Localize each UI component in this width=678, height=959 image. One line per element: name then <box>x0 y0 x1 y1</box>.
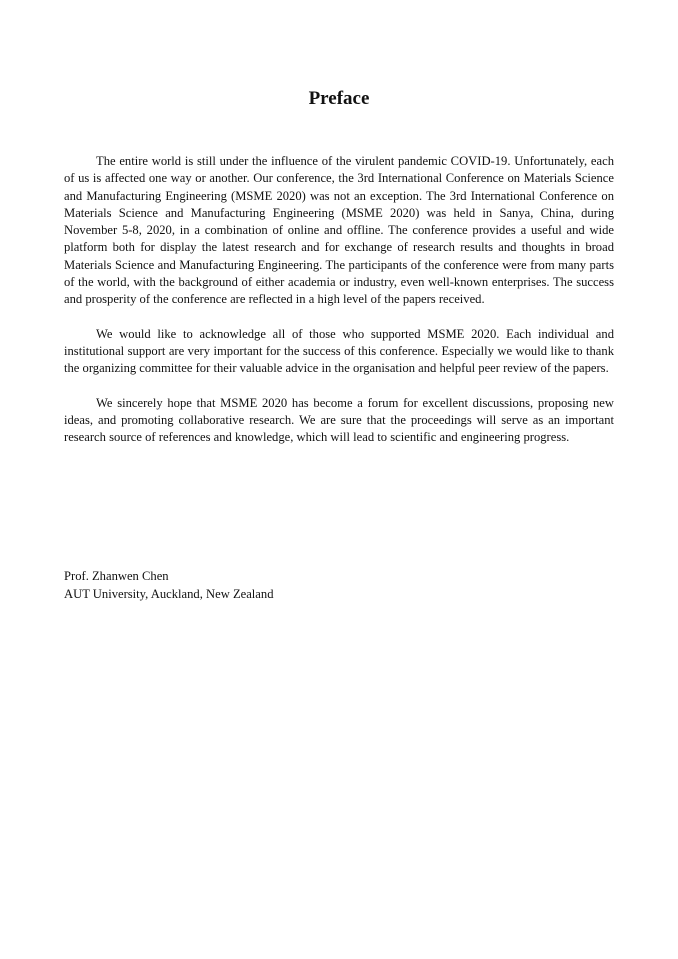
preface-body <box>64 153 614 463</box>
signature-block <box>64 567 614 603</box>
signature-affiliation: AUT University, Auckland, New Zealand <box>64 587 274 601</box>
signature-name: Prof. Zhanwen Chen <box>64 569 169 583</box>
page-title: Preface <box>308 88 370 109</box>
paragraph-1: The entire world is still under the influence of the virulent pandemic COVID-19. Unfortunately, each of us is affected one way or another. Our conference, the 3rd International Conference on Materials Science and Manufacturing Engineering (MSME 2020) was not an exception. The 3rd International Conference on Materials Science and Manufacturing Engineering (MSME 2020) was held in Sanya, China, during November 5-8, 2020, in a combination of online and offline. The conference provides a useful and wide platform both for display the latest research and for exchange of research results and thoughts in broad Materials Science and Manufacturing Engineering. The participants of the conference were from many parts of the world, with the background of either academia or industry, even well-known enterprises. The success and prosperity of the conference are reflected in a high level of the papers received. <box>64 154 614 307</box>
paragraph-2: We would like to acknowledge all of those who supported MSME 2020. Each individual and institutional support are very important for the success of this conference. Especially we would like to thank the organizing committee for their valuable advice in the organisation and helpful peer review of the papers. <box>64 326 614 376</box>
paragraph-3: We sincerely hope that MSME 2020 has become a forum for excellent discussions, proposing new ideas, and promoting collaborative research. We are sure that the proceedings will serve as an important research source of references and knowledge, which will lead to scientific and engineering progress. <box>64 395 614 445</box>
